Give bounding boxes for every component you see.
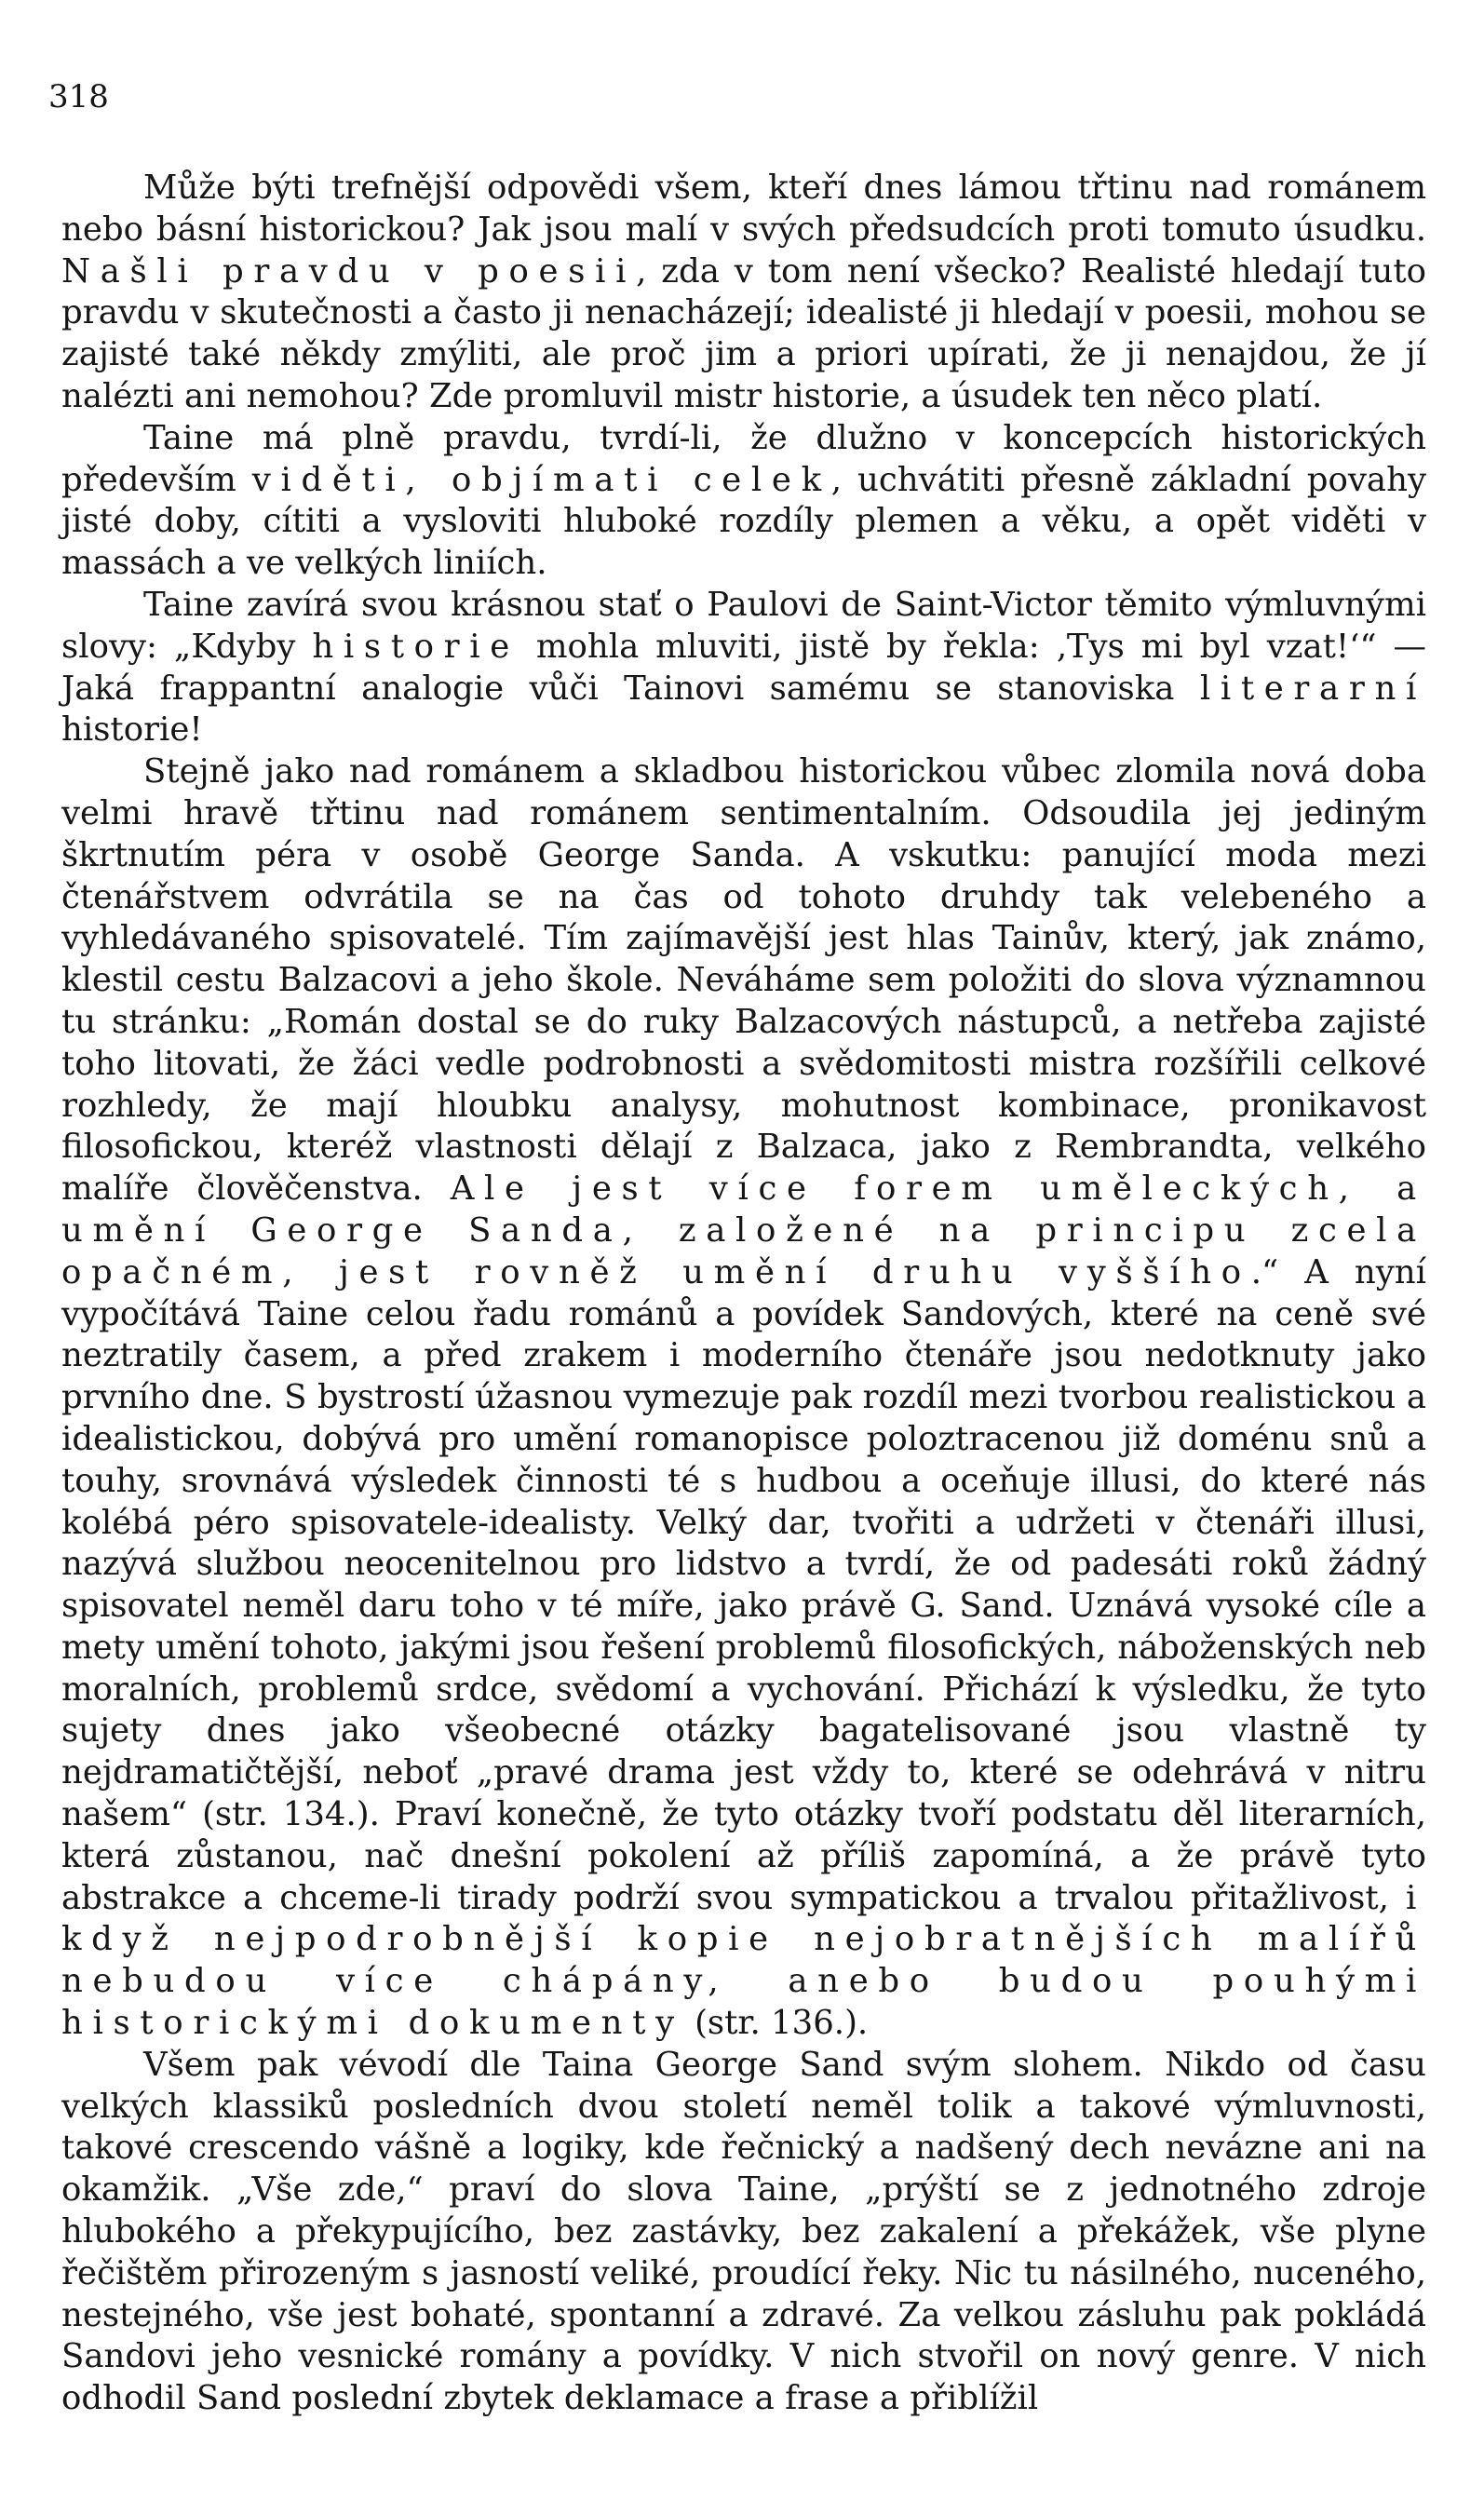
paragraph-2 — [61, 418, 1426, 585]
text-run: , uchvátiti přesně základní povahy jisté doby, cítiti a vysloviti hluboké rozdíly plemen a věku, a opět viděti v massách a ve velkých liniích. — [61, 460, 1426, 583]
text-run: Taine má plně pravdu, tvrdí-li, že dlužno v koncepcích historických především — [61, 418, 1426, 499]
text-run: , zda v tom není všecko? Realisté hledají tuto pravdu v skutečnosti a často ji nenacházejí; idealisté ji hledají v poesii, mohou se zajisté také někdy zmýliti, ale proč jim a priori upírati, že ji nenajdou, že jí nalézti ani nemohou? Zde promluvil mistr historie, a úsudek ten něco platí. — [61, 251, 1427, 415]
spaced-emphasis: Ale jest více forem uměleckých, a umění George Sanda, založené na principu zcela opačném, jest rovněž umění druhu vyššího — [61, 1169, 1426, 1291]
text-run: .“ A nyní vypočítává Taine celou řadu románů a povídek Sandových, které na ceně své neztratily časem, a před zrakem i moderního čtenáře jsou nedotknuty jako prvního dne. S bystrostí úžasnou vymezuje pak rozdíl mezi tvorbou realistickou a idealistickou, dobývá pro umění romanopisce poloztracenou již doménu snů a touhy, srovnává výsledek činnosti té s hudbou a oceňuje illusi, do které nás kolébá péro spisovatele-idealisty. Velký dar, tvořiti a udržeti v čtenáři illusi, nazývá službou neocenitelnou pro lidstvo a tvrdí, že od padesáti roků žádný spisovatel neměl daru toho v té míře, jako právě G. Sand. Uznává vysoké cíle a mety umění tohoto, jakými jsou řešení problemů filosofických, náboženských neb moralních, problemů srdce, svědomí a vychování. Přichází k výsledku, že tyto sujety dnes jako všeobecné otázky bagatelisované jsou vlastně ty nejdramatičtější, neboť „pravé drama jest vždy to, které se odehrává v nitru našem“ (str. 134.). Praví konečně, že tyto otázky tvoří podstatu děl literarních, která zůstanou, nač dnešní pokolení až příliš zapomíná, a že právě tyto abstrakce a chceme-li tirady podrží svou sympatickou a trvalou přitažlivost, — [61, 1252, 1426, 1917]
text-run: (str. 136.). — [683, 2004, 869, 2043]
text-run: Všem pak vévodí dle Taina George Sand svým slohem. Nikdo od času velkých klassiků posledních dvou století neměl tolik a takové výmluvnosti, takové crescendo vášně a logiky, kde řečnický a nadšený dech neváznе ani na okamžik. „Vše zde,“ praví do slova Taine, „prýští se z jednotného zdroje hlubokého a překypujícího, bez zastávky, bez zakalení a překážek, vše plyne řečištěm přirozeným s jasností veliké, proudící řeky. Nic tu násilného, nuceného, nestejného, vše jest bohaté, spontanní a zdravé. Za velkou zásluhu pak pokládá Sandovi jeho vesnické romány a povídky. V nich stvořil on nový genre. V nich odhodil Sand poslední zbytek deklamace a frase a přiblížil — [61, 2045, 1426, 2418]
paragraph-1 — [61, 168, 1426, 418]
text-run: Může býti trefnější odpovědi všem, kteří dnes lámou třtinu nad románem nebo básní historickou? Jak jsou malí v svých předsudcích proti tomuto úsudku. — [61, 169, 1426, 249]
spaced-emphasis: literarní — [1199, 669, 1426, 708]
paragraph-4 — [61, 751, 1426, 2045]
page-number: 318 — [48, 78, 109, 115]
spaced-emphasis: historie — [312, 627, 519, 666]
spaced-emphasis: Našli pravdu v poesii — [61, 251, 637, 291]
body-text — [61, 168, 1426, 2420]
text-run: Taine zavírá svou krásnou stať o Paulovi de Saint-Victor těmito výmluvnými slovy: „Kdyby — [61, 585, 1426, 666]
paragraph-5 — [61, 2045, 1426, 2420]
text-run: mohla mluviti, jistě by řekla: ‚Tys mi byl vzat!‘“ — Jaká frappantní analogie vůči Tainovi samému se stanoviska — [61, 627, 1426, 708]
spaced-emphasis: i když nejpodrobnější kopie nejobratnějších malířů nebudou více chápány, anebo budou pouhými historickými dokumenty — [61, 1878, 1426, 2043]
spaced-emphasis: viděti, objímati celek — [251, 460, 831, 499]
paragraph-3 — [61, 585, 1426, 751]
text-run: historie! — [61, 710, 203, 750]
text-run: Stejně jako nad románem a skladbou historickou vůbec zlomila nová doba velmi hravě třtinu nad románem sentimentalním. Odsoudila jej jediným škrtnutím péra v osobě George Sanda. A vskutku: panující moda mezi čtenářstvem odvrátila se na čas od tohoto druhdy tak velebeného a vyhledávaného spisovatelé. Tím zajímavější jest hlas Tainův, který, jak známo, klestil cestu Balzacovi a jeho škole. Neváháme sem položiti do slova významnou tu stránku: „Román dostal se do ruky Balzacových nástupců, a netřeba zajisté toho litovati, že žáci vedle podrobnosti a svědomitosti mistra rozšířili celkové rozhledy, že mají hloubku analysy, mohutnost kombinace, pronikavost filosofickou, kteréž vlastnosti dělají z Balzaca, jako z Rembrandta, velkého malíře člověčenstva. — [61, 752, 1426, 1209]
